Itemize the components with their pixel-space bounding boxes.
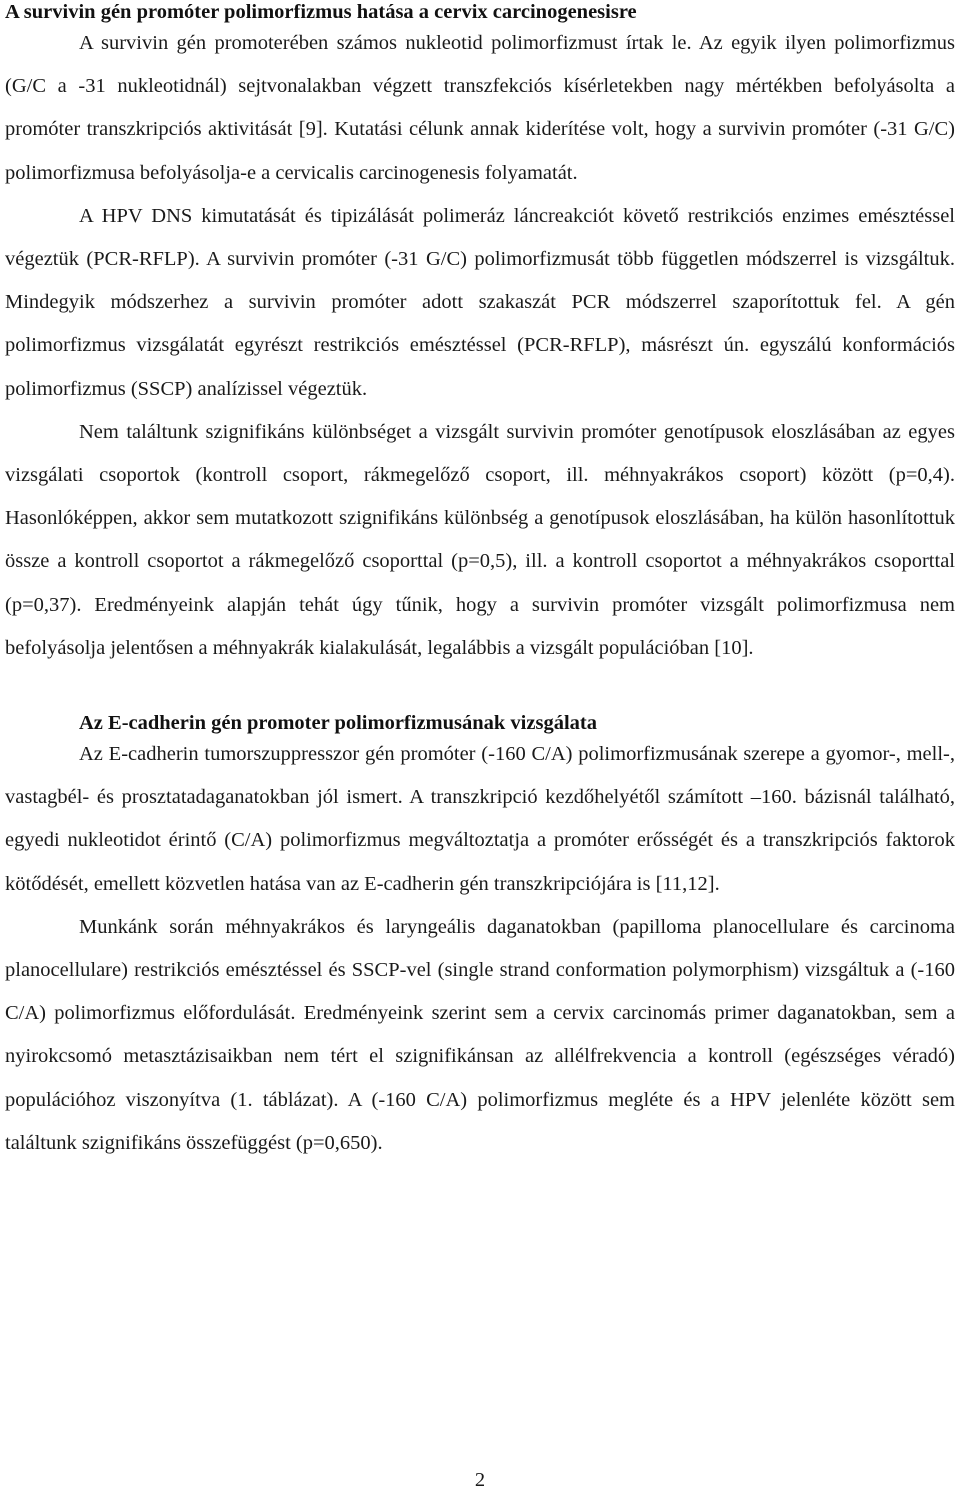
paragraph: A survivin gén promoterében számos nukleotid polimorfizmust írtak le. Az egyik ilyen polimorfizmus (G/C a -31 nukleotidnál) sejtvonalakban végzett transzfekciós kísérletekben nagy mértékben befolyásolta a promóter transzkripciós aktivitását [9]. Kutatási célunk annak kiderítése volt, hogy a survivin promóter (-31 G/C) polimorfizmusa befolyásolja-e a cervicalis carcinogenesis folyamatát. <box>5 32 955 184</box>
section-heading-ecadherin: Az E-cadherin gén promoter polimorfizmusának vizsgálata <box>79 712 597 735</box>
paragraph: Nem találtunk szignifikáns különbséget a vizsgált survivin promóter genotípusok eloszlásában az egyes vizsgálati csoportok (kontroll csoport, rákmegelőző csoport, ill. méhnyakrákos csoport) között (p=0,4). Hasonlóképpen, akkor sem mutatkozott szignifikáns különbség a genotípusok eloszlásában, ha külön hasonlítottuk össze a kontroll csoportot a rákmegelőző csoporttal (p=0,5), ill. a kontroll csoportot a méhnyakrákos csoporttal (p=0,37). Eredményeink alapján tehát úgy tűnik, hogy a survivin promóter vizsgált polimorfizmusa nem befolyásolja jelentősen a méhnyakrák kialakulását, legalábbis a vizsgált populációban [10]. <box>5 420 955 659</box>
paragraph: A HPV DNS kimutatását és tipizálását polimeráz láncreakciót követő restrikciós enzimes emésztéssel végeztük (PCR-RFLP). A survivin promóter (-31 G/C) polimorfizmusát több független módszerrel is vizsgáltuk. Mindegyik módszerhez a survivin promóter adott szakaszát PCR módszerrel szaporítottuk fel. A gén polimorfizmus vizsgálatát egyrészt restrikciós emésztéssel (PCR-RFLP), másrészt ún. egyszálú konformációs polimorfizmus (SSCP) analízissel végeztük. <box>5 204 955 400</box>
section-heading-survivin: A survivin gén promóter polimorfizmus hatása a cervix carcinogenesisre <box>5 1 637 23</box>
paragraph: Munkánk során méhnyakrákos és laryngeális daganatokban (papilloma planocellulare és carcinoma planocellulare) restrikciós emésztéssel és SSCP-vel (single strand conformation polymorphism) vizsgáltuk a (-160 C/A) polimorfizmus előfordulását. Eredményeink szerint sem a cervix carcinomás primer daganatokban, sem a nyirokcsomó metasztázisaikban nem tért el szignifikánsan az allélfrekvencia a kontroll (egészséges véradó) populációhoz viszonyítva (1. táblázat). A (-160 C/A) polimorfizmus megléte és a HPV jelenléte között sem találtunk szignifikáns összefüggést (p=0,650). <box>5 915 955 1154</box>
page-number: 2 <box>474 1469 486 1491</box>
document-page <box>5 0 955 1165</box>
paragraph: Az E-cadherin tumorszuppresszor gén promóter (-160 C/A) polimorfizmusának szerepe a gyomor-, mell-, vastagbél- és prosztatadaganatokban jól ismert. A transzkripció kezdőhelyétől számított –160. bázisnál található, egyedi nukleotidot érintő (C/A) polimorfizmus megváltoztatja a promóter erősségét és a transzkripciós faktorok kötődését, emellett közvetlen hatása van az E-cadherin gén transzkripciójára is [11,12]. <box>5 743 955 895</box>
